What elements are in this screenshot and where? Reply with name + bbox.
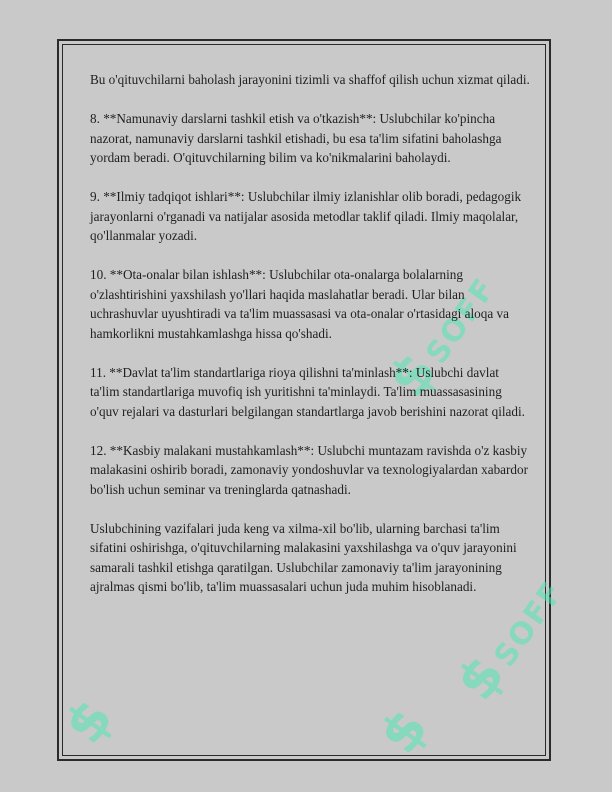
paragraph: 10. **Ota-onalar bilan ishlash**: Uslubchilar ota-onalarga bolalarning o'zlashtirishini yaxshilash yo'llari haqida maslahatlar beradi. Ular bilan uchrashuvlar uyushtiradi va ta'lim muassasasi va ota-onalar o'rtasidagi aloqa va hamkorlikni mustahkamlashga hissa qo'shadi. (90, 267, 509, 341)
watermark-glyph: $ (443, 644, 518, 712)
paragraph: 9. **Ilmiy tadqiqot ishlari**: Uslubchilar ilmiy izlanishlar olib boradi, pedagogik jarayonlarni o'rganadi va natijalar asosida metodlar taklif qiladi. Ilmiy maqolalar, qo'llanmalar yozadi. (90, 189, 522, 243)
paragraph: 11. **Davlat ta'lim standartlariga rioya qilishni ta'minlash**: Uslubchi davlat ta'lim standartlariga muvofiq ish yuritishni ta'minlaydi. Ta'lim muassasasining o'quv rejalari va dasturlari belgilangan standartlarga javob berishini nazorat qiladi. (90, 364, 525, 419)
paragraph: Bu o'qituvchilarni baholash jarayonini tizimli va shaffof qilish uchun xizmat qiladi. (90, 72, 530, 87)
document-body (90, 70, 530, 616)
watermark-glyph: $ (52, 688, 126, 755)
paragraph: 8. **Namunaviy darslarni tashkil etish va o'tkazish**: Uslubchilar ko'pincha nazorat, namunaviy darslarni tashkil etishadi, bu esa ta'lim sifatini baholashga yordam beradi. O'qituvchilarning bilim va ko'nikmalarini baholaydi. (90, 111, 502, 165)
paragraph: Uslubchining vazifalari juda keng va xilma-xil bo'lib, ularning barchasi ta'lim sifatini oshirishga, o'qituvchilarning malakasini yaxshilashga va o'quv jarayonini samarali tashkil etishga qaratilgan. Uslubchilar zamonaviy ta'lim jarayonining ajralmas qismi bo'lib, ta'lim muassasalari uchun juda muhim hisoblanadi. (90, 520, 517, 594)
watermark-text: SOFF (487, 574, 572, 674)
watermark-glyph: $ (375, 341, 450, 409)
watermark-glyph: $ (367, 698, 441, 765)
paragraph: 12. **Kasbiy malakani mustahkamlash**: Uslubchi muntazam ravishda o'z kasbiy malakasini oshirib boradi, zamonaviy yondoshuvlar va texnologiyalardan xabardor bo'lish uchun seminar va treninglarda qatnashadi. (90, 442, 528, 497)
watermark-text: SOFF (419, 271, 504, 371)
